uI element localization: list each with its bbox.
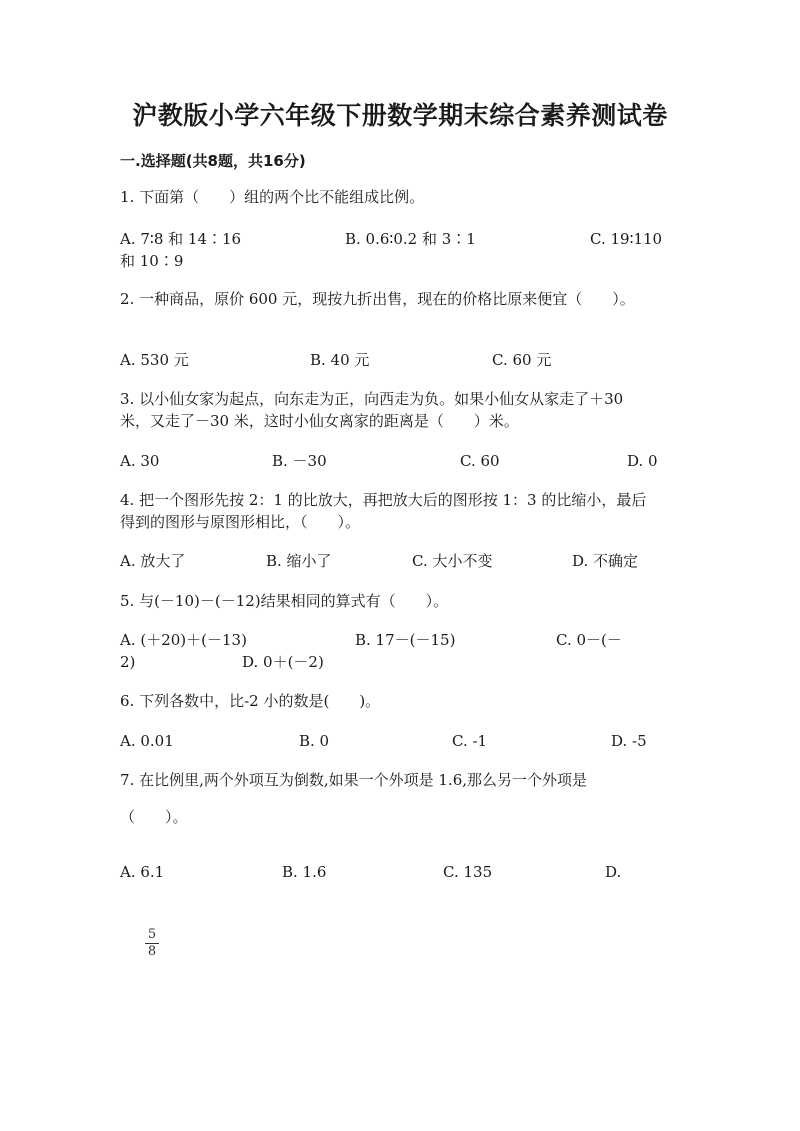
question-7-option-b: B. 1.6 xyxy=(282,863,327,881)
question-7-stem-line2: （ ）。 xyxy=(120,808,188,826)
question-6-option-a: A. 0.01 xyxy=(120,732,174,750)
question-1-option-b: B. 0.6∶0.2 和 3∶1 xyxy=(345,230,476,248)
question-6-option-d: D. -5 xyxy=(611,732,647,750)
fraction-numerator: 5 xyxy=(147,927,157,942)
question-3-stem-line1: 3. 以小仙女家为起点，向东走为正，向西走为负。如果小仙女从家走了＋30 xyxy=(120,390,624,408)
question-5-option-a: A. (＋20)＋(－13) xyxy=(120,631,247,649)
section-heading: 一.选择题(共8题，共16分) xyxy=(120,152,306,170)
question-7-option-a: A. 6.1 xyxy=(120,863,165,881)
question-3-option-a: A. 30 xyxy=(120,452,160,470)
question-3-stem-line2: 米，又走了－30 米，这时小仙女离家的距离是（ ）米。 xyxy=(120,412,519,430)
question-5-stem: 5. 与(－10)－(－12)结果相同的算式有（ ）。 xyxy=(120,592,449,610)
question-7-option-c: C. 135 xyxy=(443,863,493,881)
question-3-option-b: B. －30 xyxy=(272,452,327,470)
question-2-option-a: A. 530 元 xyxy=(120,351,189,369)
question-3-option-d: D. 0 xyxy=(627,452,658,470)
question-4-option-a: A. 放大了 xyxy=(120,552,186,570)
question-4-stem-line2: 得到的图形与原图形相比，（ ）。 xyxy=(120,513,361,531)
question-2-stem: 2. 一种商品，原价 600 元，现按九折出售，现在的价格比原来便宜（ ）。 xyxy=(120,290,635,308)
question-7-option-d: D. xyxy=(605,863,622,881)
question-7-stem: 7. 在比例里,两个外项互为倒数,如果一个外项是 1.6,那么另一个外项是 xyxy=(120,771,588,789)
question-4-stem-line1: 4. 把一个图形先按 2：1 的比放大，再把放大后的图形按 1：3 的比缩小，最后 xyxy=(120,491,647,509)
question-6-option-b: B. 0 xyxy=(299,732,330,750)
question-3-option-c: C. 60 xyxy=(460,452,500,470)
question-1-option-a: A. 7∶8 和 14∶16 xyxy=(120,230,242,248)
question-4-option-c: C. 大小不变 xyxy=(412,552,493,570)
fraction-answer xyxy=(145,928,159,959)
question-5-option-c-cont: 2) xyxy=(120,653,136,671)
question-6-option-c: C. -1 xyxy=(452,732,488,750)
question-4-option-d: D. 不确定 xyxy=(572,552,639,570)
question-1-stem: 1. 下面第（ ）组的两个比不能组成比例。 xyxy=(120,188,425,206)
question-2-option-c: C. 60 元 xyxy=(492,351,552,369)
page-title: 沪教版小学六年级下册数学期末综合素养测试卷 xyxy=(132,101,668,130)
question-4-option-b: B. 缩小了 xyxy=(266,552,332,570)
question-6-stem: 6. 下列各数中，比-2 小的数是( )。 xyxy=(120,692,381,710)
question-2-option-b: B. 40 元 xyxy=(310,351,370,369)
question-5-option-d: D. 0＋(－2) xyxy=(242,653,324,671)
question-1-option-c-cont: 和 10∶9 xyxy=(120,252,184,270)
fraction-denominator: 8 xyxy=(147,944,157,959)
question-1-option-c: C. 19∶110 xyxy=(590,230,663,248)
question-5-option-c: C. 0－(－ xyxy=(556,631,622,649)
question-5-option-b: B. 17－(－15) xyxy=(355,631,456,649)
